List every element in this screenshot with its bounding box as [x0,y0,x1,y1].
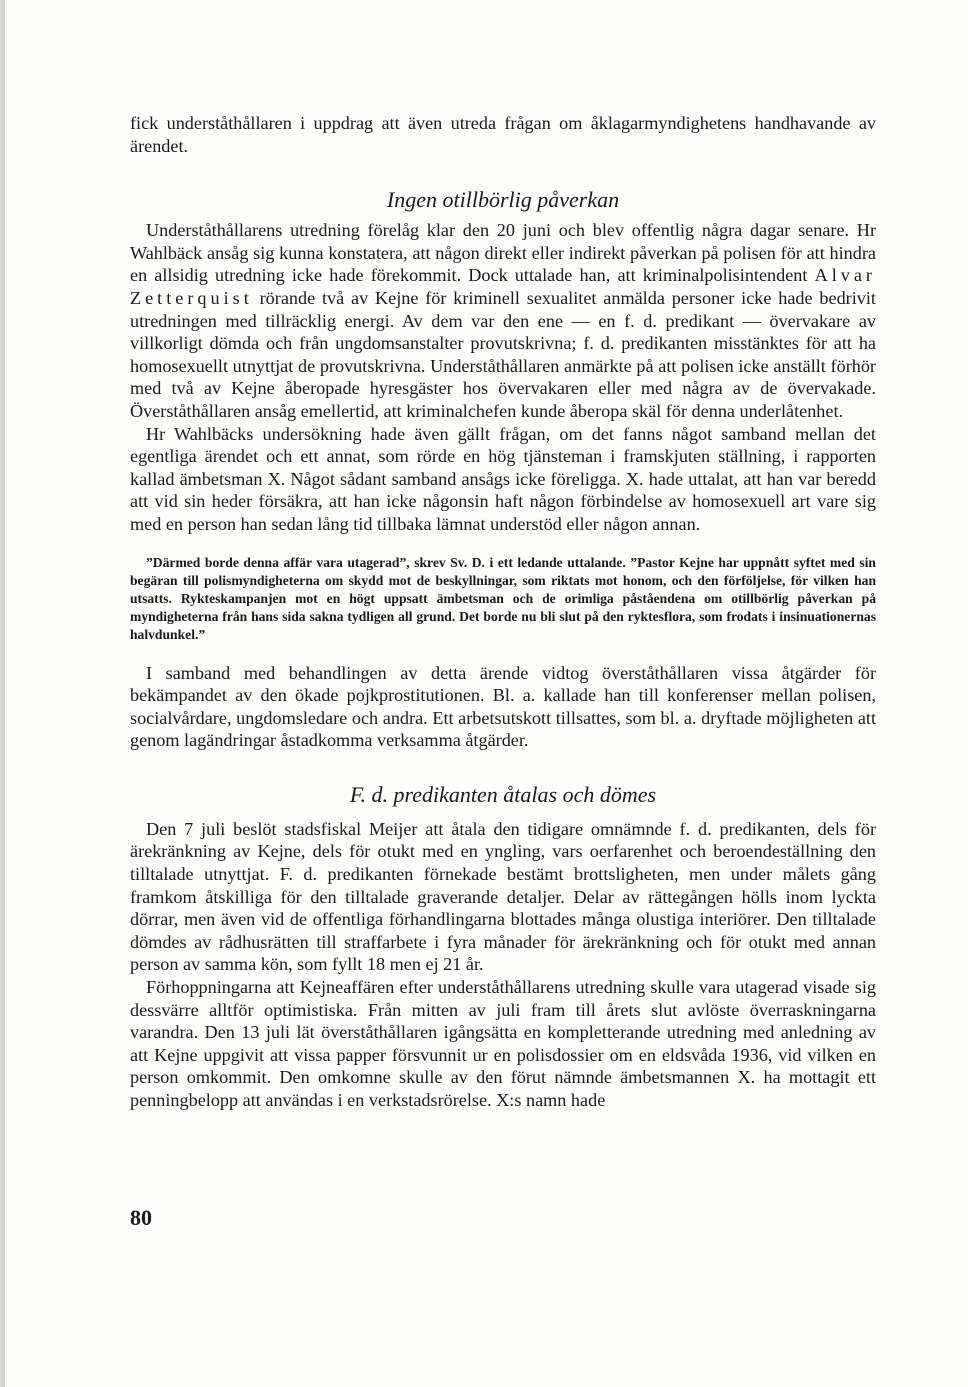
page-content [130,112,876,1112]
paragraph-5: Förhoppningarna att Kejneaffären efter underståthållarens utredning skulle vara utagerad visade sig dessvärre alltför optimistiska. Från mitten av juli fram till årets slut avlöste överraskningarna varandra. Den 13 juli lät överståthållaren igångsätta en kompletterande utredning med anledning av att Kejne uppgivit att vissa papper försvunnit ur en polisdossier om en eldsvåda 1936, vid vilken en person omkommit. Den omkomne skulle av den förut nämnde ämbetsmannen X. ha mottagit ett penningbelopp att användas i en verkstadsrörelse. X:s namn hade [130,977,876,1110]
page-edge [0,0,5,1387]
section-heading-1: Ingen otillbörlig påverkan [386,187,620,213]
paragraph-1-end: rörande två av Kejne för kriminell sexualitet anmälda personer icke hade bedrivit utredningen med tillräcklig energi. Av dem var den ene — en f. d. predikant — övervakare av villkorligt dömda och från ungdomsanstalter provutskrivna; f. d. predikanten misstänktes för att ha homosexuellt utnyttjat de provutskrivna. Underståthållaren anmärkte på att polisen icke anställt förhör med två av Kejne åberopade hyresgäster hos övervakaren eller med några av de övervakade. Överståthållaren ansåg emellertid, att kriminalchefen kunde åberopa skäl för denna underlåtenhet. [130,287,876,421]
person-name-spaced: Alvar Zetterquist [130,265,876,308]
section-heading-2: F. d. predikanten åtalas och dömes [349,781,657,807]
paragraph-3: I samband med behandlingen av detta ärende vidtog överståthållaren vissa åtgärder för bekämpandet av den ökade pojkprostitutionen. Bl. a. kallade han till konferenser mellan polisen, socialvårdare, ungdomsledare och andra. Ett arbetsutskott tillsattes, som bl. a. dryftade möjligheten att genom lagändringar åstadkomma verksamma åtgärder. [130,662,876,751]
paragraph-1 [130,219,876,422]
paragraph-4: Den 7 juli beslöt stadsfiskal Meijer att åtala den tidigare omnämnde f. d. predikanten, dels för ärekränkning av Kejne, dels för otukt med en yngling, vars oerfarenhet och beroendeställning den tilltalade utnyttjat. F. d. predikanten förnekade bestämt brottsligheten, men under målets gång framkom åtskilliga för den tilltalade graverande detaljer. Delar av rättegången hölls inom lyckta dörrar, men även vid de offentliga förhandlingarna blottades många olustiga interiörer. Den tilltalade dömdes av rådhusrätten till straffarbete i fyra månader för ärekränkning och för otukt med annan person av samma kön, som fyllt 18 men ej 21 år. [130,818,876,975]
intro-paragraph: fick underståthållaren i uppdrag att även utreda frågan om åklagarmyndighetens handhavande av ärendet. [130,113,876,156]
page-number: 80 [130,1205,152,1230]
paragraph-2: Hr Wahlbäcks undersökning hade även gällt frågan, om det fanns något samband mellan det egentliga ärendet och ett annat, som rörde en hög tjänsteman i framskjuten ställning, i rapporten kallad ämbetsman X. Något sådant samband ansågs icke föreligga. X. hade uttalat, att han var beredd att vid sin heder försäkra, att han icke någonsin haft någon förbindelse av homosexuell art vare sig med en person han sedan lång tid tillbaka lämnat understöd eller någon annan. [130,423,876,534]
newspaper-quote: ”Därmed borde denna affär vara utagerad”, skrev Sv. D. i ett ledande uttalande. ”Pastor Kejne har uppnått syftet med sin begäran till polismyndigheterna om skydd mot de beskyllningar, som riktats mot honom, och den förföljelse, för vilken han utsatts. Rykteskampanjen mot en högt uppsatt ämbetsman och de orimliga påståendena om otillbörlig påverkan på myndigheterna från hans sida sakna tydligen all grund. Det borde nu bli slut på den ryktesflora, som frodats i insinuationernas halvdunkel.” [130,554,876,642]
paragraph-1-start: Underståthållarens utredning förelåg klar den 20 juni och blev offentlig några dagar senare. Hr Wahlbäck ansåg sig kunna konstatera, att någon direkt eller indirekt påverkan på polisen för att hindra en allsidig utredning icke hade förekommit. Dock uttalade han, att kriminalpolisintendent [130,220,876,286]
